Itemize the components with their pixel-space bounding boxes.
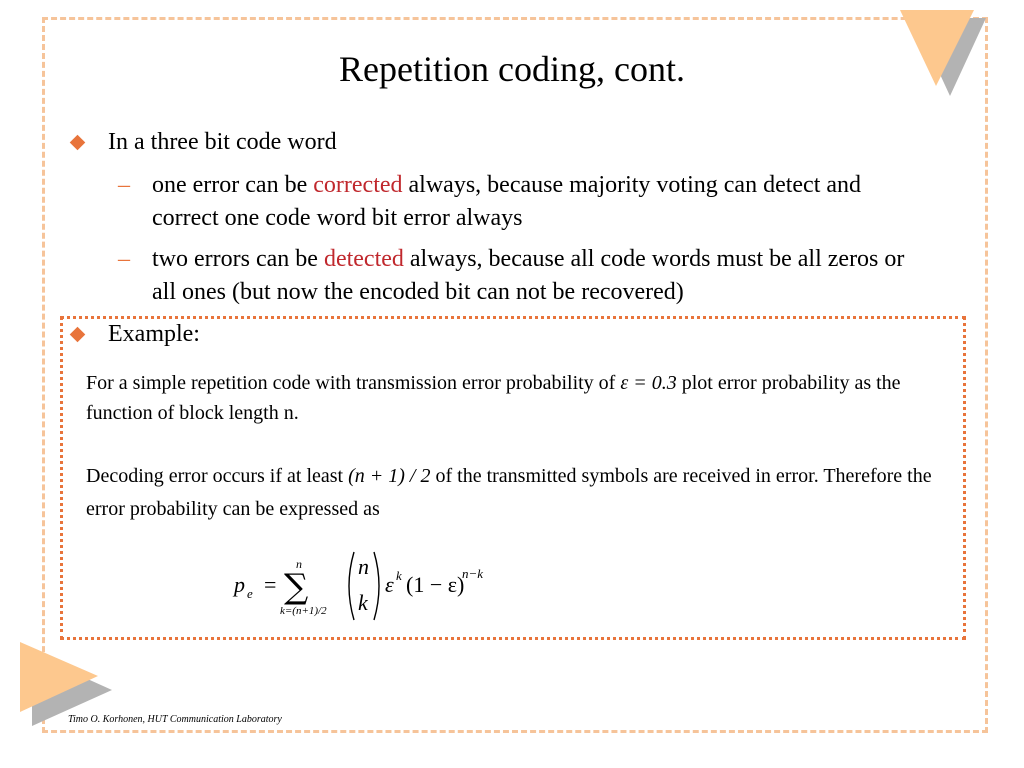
svg-text:n−k: n−k: [462, 566, 484, 581]
svg-text:p: p: [234, 572, 245, 597]
highlight-word: corrected: [313, 172, 403, 198]
svg-text:=: =: [264, 572, 277, 597]
sub-bullet-text: two errors can be detected always, because all code words must be all zeros or all ones (but now the encoded bit can not be recovered): [152, 246, 905, 305]
example-paragraph: For a simple repetition code with transmission error probability of ε = 0.3 plot error probability as the function of block length n.: [86, 372, 901, 424]
highlight-word: detected: [323, 246, 404, 272]
dash-icon: –: [118, 172, 130, 198]
dash-icon: –: [118, 246, 130, 272]
svg-text:n: n: [358, 554, 369, 579]
bullet-text: Example:: [108, 321, 200, 347]
svg-text:k: k: [358, 590, 368, 615]
svg-text:ε: ε: [385, 572, 394, 597]
math-inline: ε = 0.3: [620, 372, 677, 394]
slide-title: Repetition coding, cont.: [339, 49, 685, 89]
svg-text:k: k: [396, 568, 402, 583]
svg-text:n: n: [296, 557, 302, 571]
svg-text:e: e: [247, 586, 253, 601]
example-paragraph: Decoding error occurs if at least (n + 1) / 2 of the transmitted symbols are received in error. Therefore the error probability can be expressed as: [86, 465, 932, 520]
svg-text:k=(n+1)/2: k=(n+1)/2: [280, 605, 327, 617]
error-probability-formula: [232, 548, 532, 626]
svg-text:(1 − ε): (1 − ε): [406, 572, 465, 597]
math-inline: (n + 1) / 2: [348, 465, 431, 487]
svg-text:∑: ∑: [284, 567, 309, 607]
sub-bullet-text: one error can be corrected always, because majority voting can detect and correct one code word bit error always: [152, 172, 862, 231]
bullet-text: In a three bit code word: [108, 129, 337, 155]
footer-credit: Timo O. Korhonen, HUT Communication Laboratory: [68, 714, 282, 725]
